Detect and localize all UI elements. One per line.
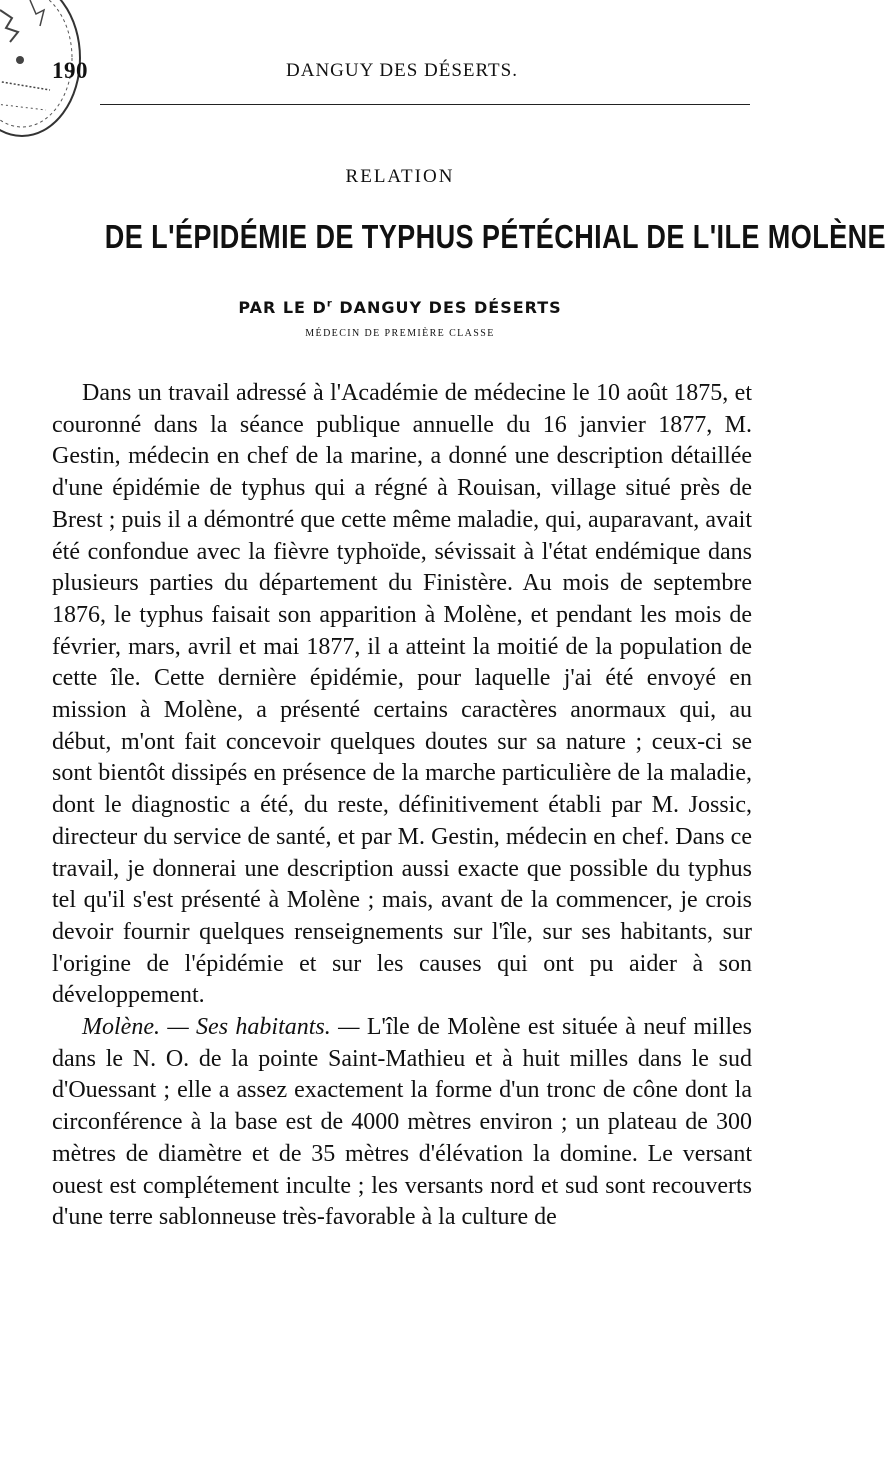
article-kicker: RELATION (345, 166, 455, 187)
author-name: DANGUY DES DÉSERTS (339, 298, 562, 317)
article-body (52, 378, 752, 1234)
author-prefix: PAR LE D (238, 298, 327, 317)
page-header (52, 58, 752, 92)
author-affiliation: MÉDECIN DE PREMIÈRE CLASSE (305, 328, 495, 339)
paragraph (52, 1012, 752, 1234)
article-title: DE L'ÉPIDÉMIE DE TYPHUS PÉTÉCHIAL DE L'ILE MOLÈNE (104, 218, 886, 255)
paragraph: Dans un travail adressé à l'Académie de médecine le 10 août 1875, et couronné dans la séance publique annuelle du 16 janvier 1877, M. Gestin, médecin en chef de la marine, a donné une description détaillée d'une épidémie de typhus qui a régné à Rouisan, village situé près de Brest ; puis il a démontré que cette même maladie, qui, auparavant, avait été confondue avec la fièvre typhoïde, sévissait à l'état endémique dans plusieurs parties du département du Finistère. Au mois de septembre 1876, le typhus faisait son apparition à Molène, et pendant les mois de février, mars, avril et mai 1877, il a atteint la moitié de la population de cette île. Cette dernière épidémie, pour laquelle j'ai été envoyé en mission à Molène, a présenté certains caractères anormaux qui, au début, m'ont fait concevoir quelques doutes sur sa nature ; ceux-ci se sont bientôt dissipés en présence de la marche particulière de la maladie, dont le diagnostic a été, du reste, définitivement établi par M. Jossic, directeur du service de santé, et par M. Gestin, médecin en chef. Dans ce travail, je donnerai une description aussi exacte que possible du typhus tel qu'il s'est présenté à Molène ; mais, avant de la commencer, je crois devoir fournir quelques renseignements sur l'île, sur ses habitants, sur l'origine de l'épidémie et sur les causes qui ont pu aider à son développement. (52, 380, 752, 1009)
section-heading: Molène. — Ses habitants. — (82, 1014, 360, 1041)
paragraph-text: L'île de Molène est située à neuf milles dans le N. O. de la pointe Saint-Mathieu et à huit milles dans le sud d'Ouessant ; elle a assez exactement la forme d'un tronc de cône dont la circonférence à la base est de 4000 mètres environ ; un plateau de 300 mètres de diamètre et de 35 mètres d'élévation la domine. Le versant ouest est complétement inculte ; les versants nord et sud sont recouverts d'une terre sablonneuse très-favorable à la culture de (52, 1014, 753, 1231)
page-number: 190 (52, 58, 88, 83)
author-line (0, 298, 800, 317)
author-sup: r (326, 298, 333, 310)
header-rule (100, 104, 750, 105)
running-head: DANGUY DES DÉSERTS. (286, 60, 518, 81)
